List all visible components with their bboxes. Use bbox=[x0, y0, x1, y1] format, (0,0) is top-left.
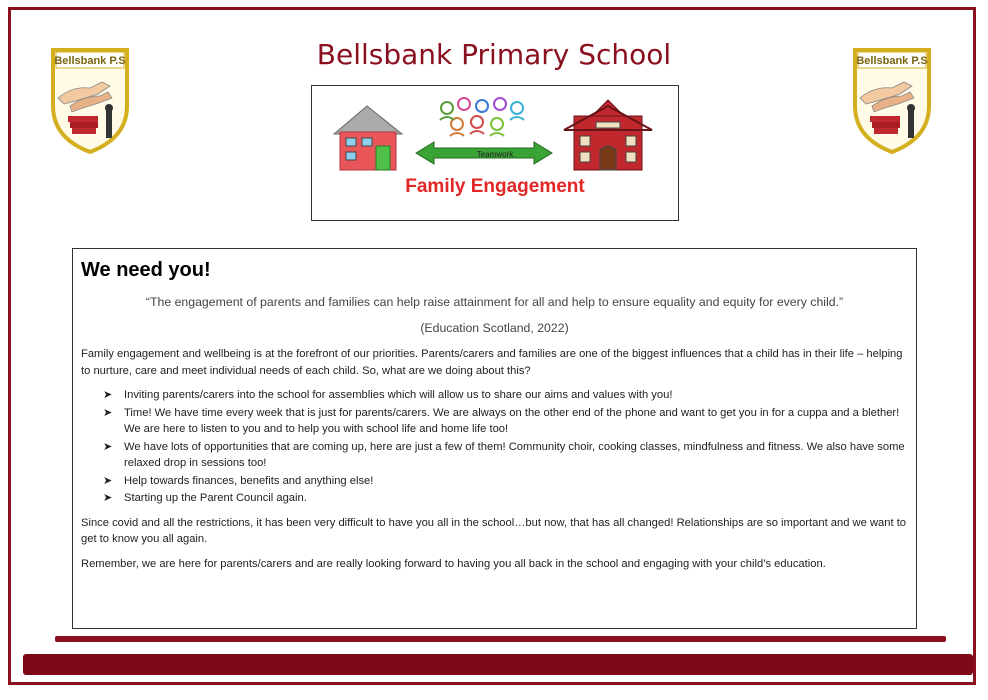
footer-bar bbox=[23, 654, 973, 675]
school-title: Bellsbank Primary School bbox=[316, 38, 672, 71]
list-item: ➤ Inviting parents/carers into the school for assemblies which will allow us to share our aims and values with you! bbox=[103, 387, 908, 404]
crest-text-left: Bellsbank P.S bbox=[54, 55, 126, 67]
list-item: ➤ Starting up the Parent Council again. bbox=[103, 490, 908, 507]
closing-paragraph: Remember, we are here for parents/carers and are really looking forward to having you all back in the school and engaging with your child’s education. bbox=[81, 557, 826, 570]
school-crest-left-icon bbox=[50, 46, 130, 154]
footer-divider-thin bbox=[55, 636, 946, 642]
school-crest-right-icon bbox=[852, 46, 932, 154]
list-item: ➤ Time! We have time every week that is just for parents/carers. We are always on the other end of the phone and want to get you in for a cuppa and a blether! We are here to listen to you and to help you with school life and home life too! bbox=[103, 406, 900, 435]
arrow-bullet-icon: ➤ bbox=[103, 389, 113, 401]
people-group-icon bbox=[440, 98, 524, 136]
family-engagement-heading: Family Engagement bbox=[405, 176, 585, 197]
list-item: ➤ Help towards finances, benefits and anything else! bbox=[103, 473, 908, 490]
arrow-bullet-icon: ➤ bbox=[103, 492, 113, 504]
arrow-bullet-icon: ➤ bbox=[103, 474, 113, 487]
quote-source: (Education Scotland, 2022) bbox=[420, 320, 569, 335]
list-item: ➤ We have lots of opportunities that are coming up, here are just a few of them! Community choir, cooking classes, mindfulness and fitness. We also have some relaxed drop in sessions too! bbox=[103, 440, 905, 469]
crest-text-right: Bellsbank P.S bbox=[856, 55, 928, 67]
intro-paragraph: Family engagement and wellbeing is at the forefront of our priorities. Parents/carers and families are one of the biggest influences that a child has in their life – helping to nurture, care and meet individual needs of each child. So, what are we doing about this? bbox=[81, 348, 903, 377]
content-box bbox=[72, 248, 917, 629]
content-heading: We need you! bbox=[81, 259, 211, 281]
school-building-icon bbox=[564, 100, 652, 170]
quote-text: “The engagement of parents and families can help raise attainment for all and help to ensure equality and equity for every child.” bbox=[145, 295, 844, 309]
teamwork-label: Teamwork bbox=[476, 150, 514, 159]
arrow-bullet-icon: ➤ bbox=[103, 440, 113, 453]
house-icon bbox=[334, 106, 402, 170]
family-engagement-banner bbox=[311, 85, 679, 221]
bullet-list bbox=[81, 387, 908, 507]
arrow-bullet-icon: ➤ bbox=[103, 406, 113, 419]
covid-paragraph: Since covid and all the restrictions, it has been very difficult to have you all in the school…but now, that has all changed! Relationships are so important and we want to get to know you all again. bbox=[81, 516, 907, 545]
